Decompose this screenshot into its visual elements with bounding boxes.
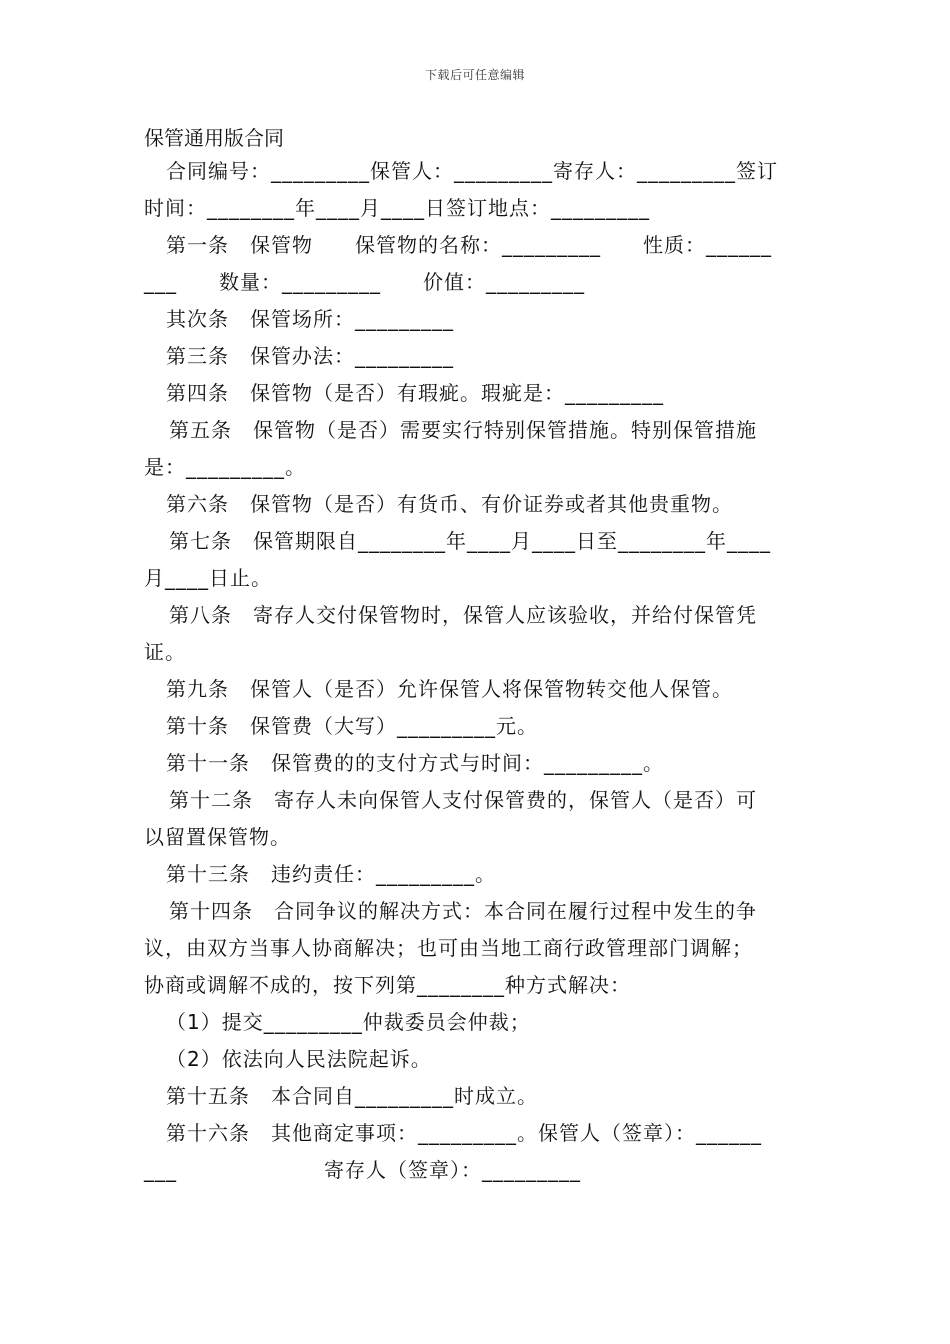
contract-line: 是：_________。 [144,455,306,479]
contract-line: 月____日止。 [144,566,272,590]
contract-line: 协商或调解不成的，按下列第________种方式解决： [144,973,631,997]
contract-line: 时间：________年____月____日签订地点：_________ [144,196,650,220]
contract-line: 第一条 保管物 保管物的名称：_________ 性质：______ [166,233,772,257]
contract-line: 第十三条 违约责任：_________。 [166,862,496,886]
contract-line: 第六条 保管物（是否）有货币、有价证券或者其他贵重物。 [166,492,733,516]
document-title: 保管通用版合同 [144,126,284,150]
contract-line: 其次条 保管场所：_________ [166,307,454,331]
contract-line: ___ 数量：_________ 价值：_________ [144,270,585,294]
contract-line: 第十条 保管费（大写）_________元。 [166,714,538,738]
contract-line: 第五条 保管物（是否）需要实行特别保管措施。特别保管措施 [169,418,757,442]
contract-line: 证。 [144,640,186,664]
contract-body [144,153,810,1189]
contract-line: 以留置保管物。 [144,825,291,849]
page-header: 下载后可任意编辑 [424,68,525,82]
contract-line: 第九条 保管人（是否）允许保管人将保管物转交他人保管。 [166,677,733,701]
contract-line: 第八条 寄存人交付保管物时，保管人应该验收，并给付保管凭 [169,603,757,627]
contract-line: 第十五条 本合同自_________时成立。 [166,1084,538,1108]
contract-line: （1）提交_________仲裁委员会仲裁； [166,1010,531,1034]
contract-line: 议，由双方当事人协商解决；也可由当地工商行政管理部门调解； [144,936,753,960]
contract-line: 第三条 保管办法：_________ [166,344,454,368]
contract-line: 第四条 保管物（是否）有瑕疵。瑕疵是：_________ [166,381,664,405]
contract-line: 第十六条 其他商定事项：_________。保管人（签章）：______ [166,1121,762,1145]
contract-line: （2）依法向人民法院起诉。 [166,1047,432,1071]
contract-line: ___ 寄存人（签章）：_________ [144,1158,581,1182]
contract-line: 第十一条 保管费的的支付方式与时间：_________。 [166,751,664,775]
contract-line: 合同编号：_________保管人：_________寄存人：_________签订 [166,159,778,183]
contract-line: 第十四条 合同争议的解决方式：本合同在履行过程中发生的争 [169,899,757,923]
contract-line: 第十二条 寄存人未向保管人支付保管费的，保管人（是否）可 [169,788,757,812]
contract-line: 第七条 保管期限自________年____月____日至________年____ [169,529,771,553]
